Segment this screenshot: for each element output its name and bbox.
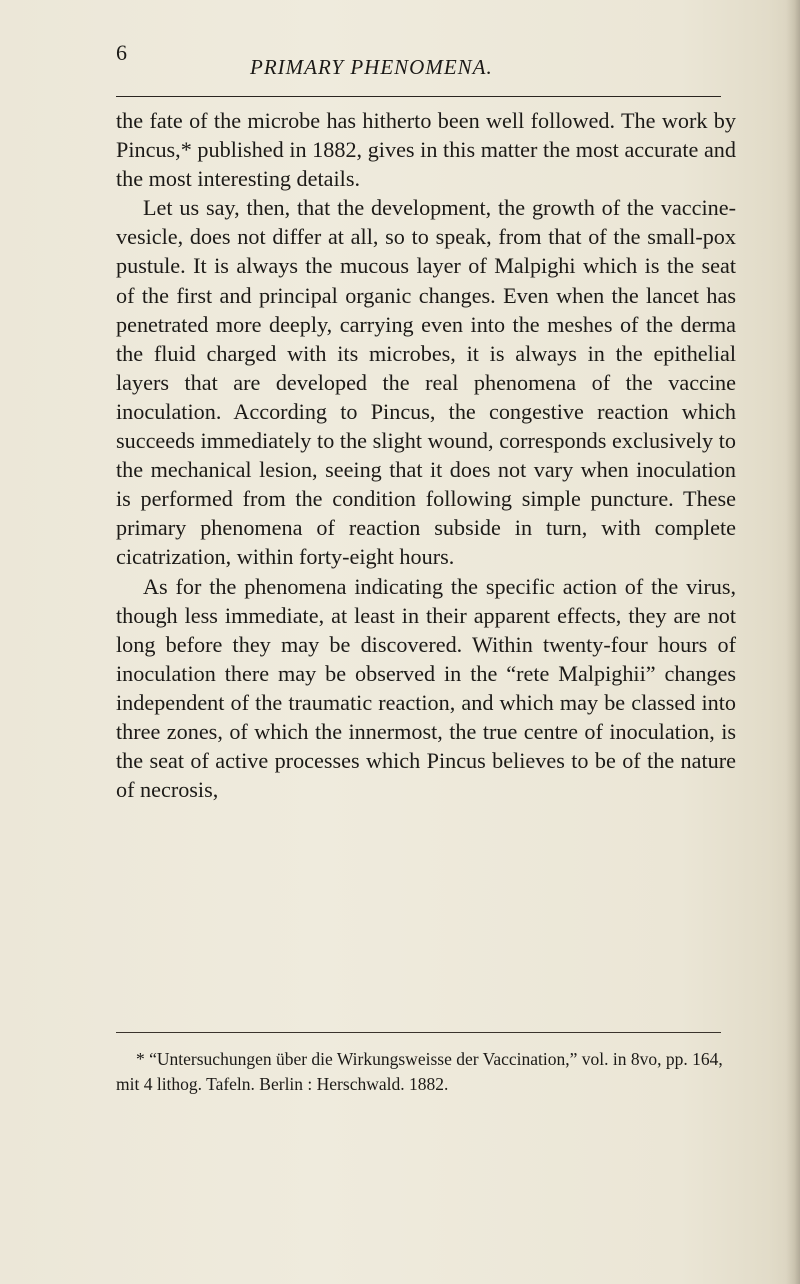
footnote <box>116 1047 726 1097</box>
header-rule <box>116 96 721 97</box>
body-text <box>116 106 736 804</box>
paragraph-2: Let us say, then, that the development, the growth of the vaccine-vesicle, does not differ at all, so to speak, from that of the small-pox pustule. It is always the mucous layer of Malpighi which is the seat of the first and principal organic changes. Even when the lancet has penetrated more deeply, carrying even into the meshes of the derma the fluid charged with its microbes, it is always in the epithelial layers that are developed the real phenomena of the vaccine inoculation. According to Pincus, the congestive reaction which succeeds immediately to the slight wound, corresponds exclusively to the mechanical lesion, seeing that it does not vary when inoculation is performed from the condition following simple puncture. These primary phenomena of reaction subside in turn, with complete cicatrization, within forty-eight hours. <box>116 195 736 570</box>
page-edge-shadow <box>786 0 800 1284</box>
paragraph-1: the fate of the microbe has hitherto been well followed. The work by Pincus,* published in 1882, gives in this matter the most accurate and the most interesting details. <box>116 108 736 192</box>
footnote-text: * “Untersuchungen über die Wirkungsweisse der Vaccination,” vol. in 8vo, pp. 164, mit 4 lithog. Tafeln. Berlin : Herschwald. 1882. <box>116 1049 723 1094</box>
running-head: PRIMARY PHENOMENA. <box>250 55 493 79</box>
page-number: 6 <box>116 40 127 65</box>
paragraph-3: As for the phenomena indicating the specific action of the virus, though less immediate, at least in their apparent effects, they are not long before they may be discovered. Within twenty-four hours of inoculation there may be observed in the “rete Malpighii” changes independent of the traumatic reaction, and which may be classed into three zones, of which the innermost, the true centre of inoculation, is the seat of active processes which Pincus believes to be of the nature of necrosis, <box>116 573 736 803</box>
footnote-rule <box>116 1032 721 1033</box>
